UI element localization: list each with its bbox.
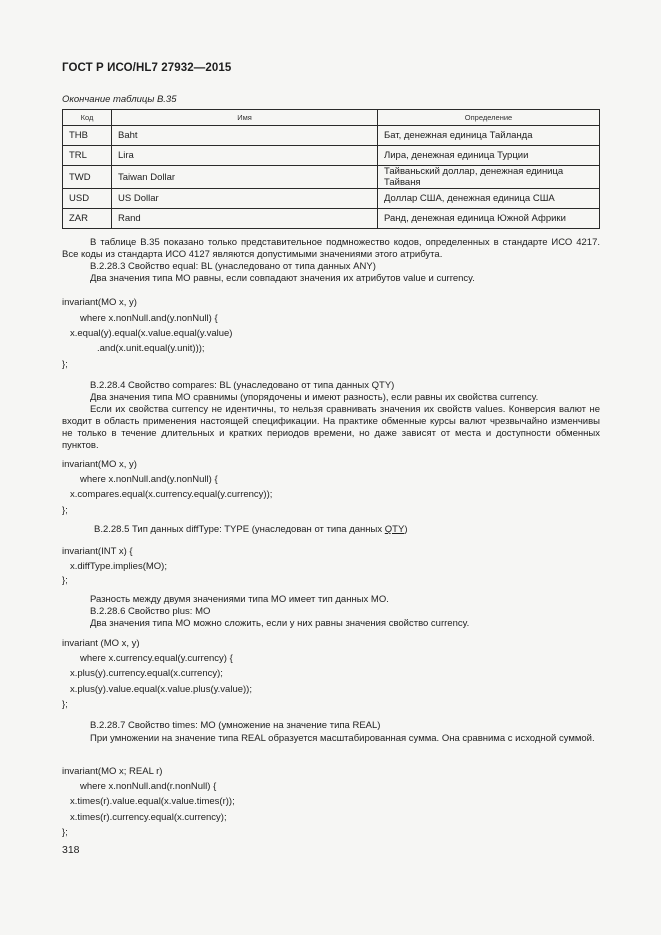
cell-code: TRL xyxy=(63,146,112,166)
cell-name: Baht xyxy=(112,126,378,146)
column-header-code: Код xyxy=(63,110,112,126)
code-line: }; xyxy=(62,827,68,838)
table-header-row xyxy=(63,110,600,126)
cell-name: Rand xyxy=(112,209,378,229)
cell-code: TWD xyxy=(63,166,112,189)
code-line: where x.nonNull.and(r.nonNull) { xyxy=(80,781,217,792)
code-line: }; xyxy=(62,505,68,516)
cell-definition: Доллар США, денежная единица США xyxy=(378,189,600,209)
cell-code: THB xyxy=(63,126,112,146)
table-row xyxy=(63,126,600,146)
cell-definition: Тайваньский доллар, денежная единица Тайваня xyxy=(378,166,600,189)
section-title-difftype: B.2.28.5 Тип данных diffType: TYPE (унаследован от типа данных QTY) xyxy=(94,524,408,535)
code-line: where x.currency.equal(y.currency) { xyxy=(80,653,233,664)
qty-link[interactable]: QTY xyxy=(384,524,405,535)
cell-name: Taiwan Dollar xyxy=(112,166,378,189)
cell-code: ZAR xyxy=(63,209,112,229)
code-line: }; xyxy=(62,699,68,710)
paragraph-equal: Два значения типа МО равны, если совпадают значения их атрибутов value и currency. xyxy=(90,273,475,284)
table-row xyxy=(63,209,600,229)
code-line: invariant(MO x, y) xyxy=(62,459,137,470)
code-line: .and(x.unit.equal(y.unit))); xyxy=(97,343,205,354)
document-header: ГОСТ Р ИСО/HL7 27932—2015 xyxy=(62,62,232,74)
code-line: invariant(INT x) { xyxy=(62,546,133,557)
cell-name: Lira xyxy=(112,146,378,166)
paragraph-iso-codes: В таблице В.35 показано только представительное подмножество кодов, определенных в стандарте ИСО 4217. Все коды из стандарта ИСО 4127 являются допустимыми значениями этого атрибута. xyxy=(62,237,600,260)
code-line: invariant(MO x; REAL r) xyxy=(62,766,163,777)
paragraph-plus: Два значения типа МО можно сложить, если у них равны значения свойство currency. xyxy=(90,618,470,629)
cell-definition: Бат, денежная единица Тайланда xyxy=(378,126,600,146)
code-line: x.times(r).value.equal(x.value.times(r)); xyxy=(70,796,235,807)
cell-definition: Лира, денежная единица Турции xyxy=(378,146,600,166)
code-line: where x.nonNull.and(y.nonNull) { xyxy=(80,313,218,324)
section-title-equal: B.2.28.3 Свойство equal: BL (унаследовано от типа данных ANY) xyxy=(90,261,376,272)
cell-code: USD xyxy=(63,189,112,209)
table-row xyxy=(63,189,600,209)
code-line: invariant(MO x, y) xyxy=(62,297,137,308)
code-line: x.equal(y).equal(x.value.equal(y.value) xyxy=(70,328,233,339)
section-title-times: B.2.28.7 Свойство times: MO (умножение на значение типа REAL) xyxy=(90,720,381,731)
cell-name: US Dollar xyxy=(112,189,378,209)
paragraph-times: При умножении на значение типа REAL образуется масштабированная сумма. Она сравнима с исходной суммой. xyxy=(90,733,595,744)
code-line: invariant (MO x, y) xyxy=(62,638,140,649)
page-number: 318 xyxy=(62,844,80,856)
paragraph-compares: Два значения типа МО сравнимы (упорядочены и имеют разность), если равны их свойства currency. xyxy=(90,392,539,403)
code-line: x.diffType.implies(MO); xyxy=(70,561,167,572)
paragraph-currency-conversion: Если их свойства currency не идентичны, то нельзя сравнивать значения их свойств values. Конверсия валют не входит в область применения настоящей спецификации. На практике обменные курсы валют чрезвычайно изменчивы не только в течение длительных и кратких периодов времени, но даже зависят от места и доступности обменных пунктов. xyxy=(62,404,600,451)
column-header-name: Имя xyxy=(112,110,378,126)
code-line: x.compares.equal(x.currency.equal(y.currency)); xyxy=(70,489,273,500)
code-line: x.plus(y).currency.equal(x.currency); xyxy=(70,668,223,679)
column-header-definition: Определение xyxy=(378,110,600,126)
code-line: x.times(r).currency.equal(x.currency); xyxy=(70,812,227,823)
table-caption: Окончание таблицы В.35 xyxy=(62,94,177,105)
section-title-compares: B.2.28.4 Свойство compares: BL (унаследовано от типа данных QTY) xyxy=(90,380,395,391)
code-line: where x.nonNull.and(y.nonNull) { xyxy=(80,474,218,485)
currency-table xyxy=(62,109,600,229)
paragraph-difference: Разность между двумя значениями типа МО имеет тип данных МО. xyxy=(90,594,389,605)
section-title-plus: B.2.28.6 Свойство plus: МО xyxy=(90,606,211,617)
cell-definition: Ранд, денежная единица Южной Африки xyxy=(378,209,600,229)
table-row xyxy=(63,166,600,189)
code-line: }; xyxy=(62,575,68,586)
code-line: }; xyxy=(62,359,68,370)
table-row xyxy=(63,146,600,166)
code-line: x.plus(y).value.equal(x.value.plus(y.value)); xyxy=(70,684,252,695)
